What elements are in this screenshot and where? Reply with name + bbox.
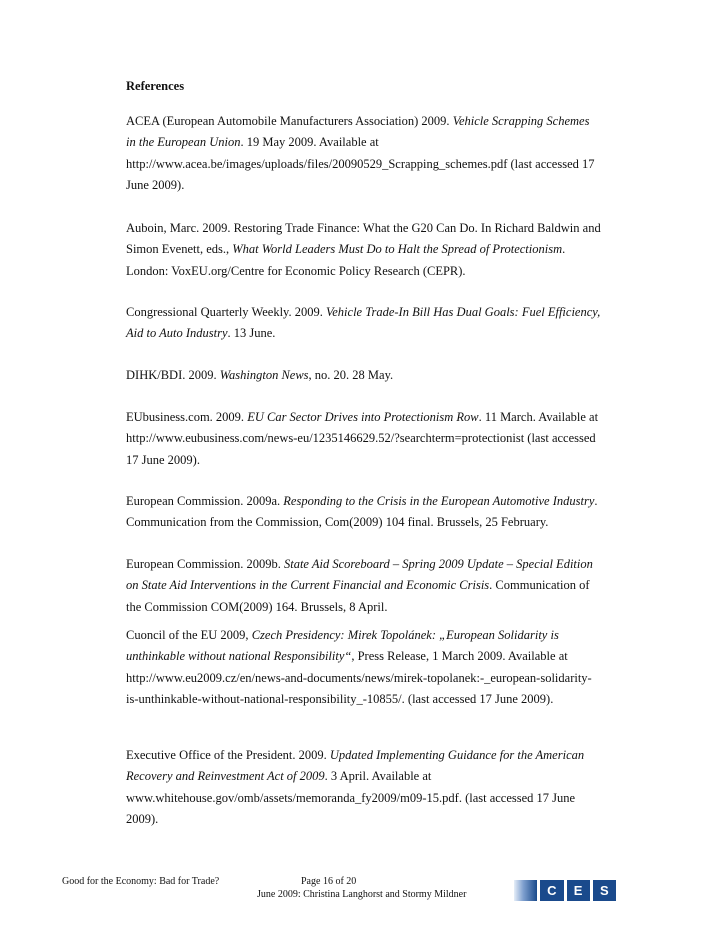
reference-text: . [562,242,566,257]
reference-text: the Commission COM(2009) 164. Brussels, 8 April. [126,599,388,614]
reference-text: http://www.acea.be/images/uploads/files/20090529_Scrapping_schemes.pdf (last accessed 17 [126,156,595,171]
reference-text: . 19 May 2009. Available at [240,135,379,150]
reference-entry [126,302,606,345]
reference-line [126,575,606,596]
logo-block: S [593,880,616,901]
reference-entry [126,218,606,282]
logo-block: C [540,880,563,901]
reference-line [126,766,606,787]
reference-line [126,239,606,260]
reference-italic-text: Aid to Auto Industry [126,326,228,341]
reference-text: . 3 April. Available at [324,769,432,784]
reference-text: 17 June 2009). [126,452,200,467]
reference-text: Cuoncil of the EU 2009, [126,628,252,642]
reference-italic-text: Responding to the Crisis in the European Automotive Industry [283,494,595,508]
reference-text: Executive Office of the President. 2009. [126,748,330,762]
reference-entry [126,745,606,830]
reference-entry [126,365,606,386]
reference-text: European Commission. 2009a. [126,494,284,508]
reference-line [126,809,606,830]
reference-line [126,597,606,618]
reference-italic-text: EU Car Sector Drives into Protectionism Row [247,410,479,424]
reference-text: www.whitehouse.gov/omb/assets/memoranda_fy2009/m09-15.pdf. (last accessed 17 June [126,790,576,805]
reference-line [126,512,606,533]
reference-italic-text: Updated Implementing Guidance for the American [329,748,585,762]
reference-text: Simon Evenett, eds., [126,242,233,257]
reference-text: Auboin, Marc. 2009. Restoring Trade Finance: What the G20 Can Do. In Richard Baldwin and [126,221,601,235]
footer-page-number: Page 16 of 20 [301,876,357,887]
logo-block [514,880,537,901]
reference-line [126,111,606,132]
reference-line [126,491,606,512]
reference-entry [126,554,606,618]
reference-italic-text: State Aid Scoreboard – Spring 2009 Update – Special Edition [283,557,593,571]
reference-text: June 2009). [126,177,185,192]
reference-line [126,428,606,449]
reference-line [126,218,606,239]
reference-text: . [594,494,598,508]
reference-line [126,407,606,428]
reference-italic-text: Vehicle Trade-In Bill Has Dual Goals: Fuel Efficiency, [326,305,601,319]
reference-text: DIHK/BDI. 2009. [126,368,220,382]
reference-text: . 13 June. [227,326,276,341]
reference-entry [126,491,606,534]
reference-italic-text: Recovery and Reinvestment Act of 2009 [126,769,325,784]
reference-line [126,132,606,153]
reference-text: is-unthinkable-without-national-responsibility_-10855/. (last accessed 17 June 2009). [126,691,554,706]
reference-italic-text: unthinkable without national Responsibility“ [126,649,352,664]
reference-text: 2009). [126,811,159,826]
footer-title: Good for the Economy: Bad for Trade? [62,876,220,887]
reference-line [126,788,606,809]
reference-text: London: VoxEU.org/Centre for Economic Policy Research (CEPR). [126,263,466,278]
reference-line [126,745,606,766]
reference-text: Communication from the Commission, Com(2009) 104 final. Brussels, 25 February. [126,515,549,530]
reference-text: . 11 March. Available at [478,410,599,424]
reference-line [126,625,606,646]
reference-text: http://www.eu2009.cz/en/news-and-documents/news/mirek-topolanek:-_european-solidarity- [126,670,592,685]
reference-line [126,365,606,386]
reference-line [126,175,606,196]
reference-line [126,668,606,689]
reference-line [126,154,606,175]
reference-text: Congressional Quarterly Weekly. 2009. [126,305,326,319]
footer-date-authors: June 2009: Christina Langhorst and Stormy Mildner [257,889,467,900]
reference-entry [126,625,606,710]
reference-italic-text: What World Leaders Must Do to Halt the Spread of Protectionism [232,242,563,257]
reference-line [126,302,606,323]
reference-line [126,646,606,667]
reference-line [126,450,606,471]
reference-line [126,554,606,575]
reference-text: EUbusiness.com. 2009. [126,410,248,424]
reference-text: ACEA (European Automobile Manufacturers Association) 2009. [126,114,453,128]
reference-text: , Press Release, 1 March 2009. Available at [351,649,568,664]
ces-logo [514,880,616,901]
reference-line [126,689,606,710]
references-heading: References [126,79,185,93]
reference-line [126,261,606,282]
reference-text: , no. 20. 28 May. [308,368,394,382]
reference-italic-text: in the European Union [126,135,241,150]
reference-text: European Commission. 2009b. [126,557,284,571]
reference-entry [126,111,606,196]
reference-italic-text: Czech Presidency: Mirek Topolánek: „European Solidarity is [251,628,559,642]
reference-italic-text: on State Aid Interventions in the Current Financial and Economic Crisis [126,578,490,593]
reference-italic-text: Vehicle Scrapping Schemes [452,114,590,128]
reference-entry [126,407,606,471]
reference-text: http://www.eubusiness.com/news-eu/1235146629.52/?searchterm=protectionist (last accessed [126,431,596,446]
reference-line [126,323,606,344]
reference-text: . Communication of [489,578,590,593]
reference-italic-text: Washington News [219,368,309,382]
logo-block: E [567,880,590,901]
